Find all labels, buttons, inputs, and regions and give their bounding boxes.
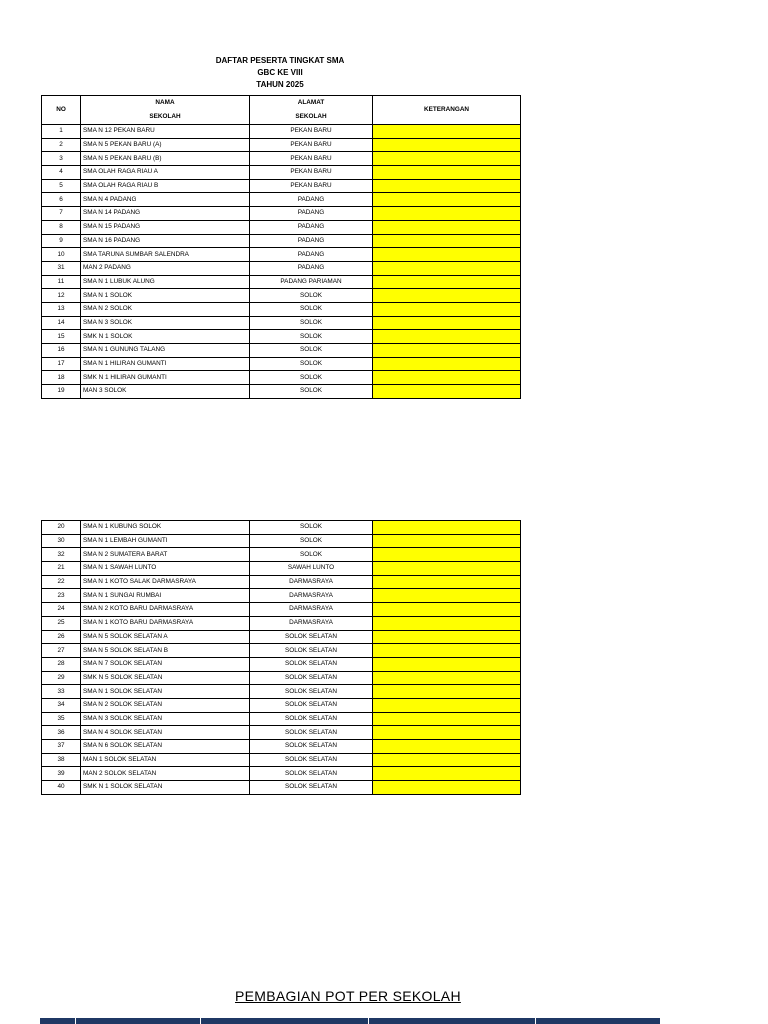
row-no: 11 (42, 275, 81, 289)
row-no: 2 (42, 138, 81, 152)
table-row (42, 385, 521, 399)
header-nama (81, 96, 250, 125)
table-row (42, 671, 521, 685)
row-alamat: PADANG (250, 193, 373, 207)
table-row (42, 781, 521, 795)
row-keterangan (373, 603, 521, 617)
row-nama: SMA N 3 SOLOK (81, 316, 250, 330)
row-no: 5 (42, 179, 81, 193)
row-alamat: DARMASRAYA (250, 575, 373, 589)
row-alamat: DARMASRAYA (250, 589, 373, 603)
header-alamat-top: ALAMAT (297, 99, 325, 106)
row-no: 24 (42, 603, 81, 617)
row-nama: SMA N 5 PEKAN BARU (A) (81, 138, 250, 152)
row-nama: SMA N 1 SAWAH LUNTO (81, 562, 250, 576)
row-nama: SMA N 16 PADANG (81, 234, 250, 248)
table-row (42, 712, 521, 726)
row-keterangan (373, 698, 521, 712)
row-alamat: SOLOK SELATAN (250, 781, 373, 795)
row-nama: SMA N 1 SOLOK (81, 289, 250, 303)
row-keterangan (373, 562, 521, 576)
row-keterangan (373, 644, 521, 658)
table-row (42, 344, 521, 358)
doc-title (80, 55, 480, 91)
row-keterangan (373, 753, 521, 767)
table-2-body (42, 521, 521, 795)
row-no: 8 (42, 220, 81, 234)
row-keterangan (373, 261, 521, 275)
row-keterangan (373, 630, 521, 644)
row-no: 6 (42, 193, 81, 207)
row-keterangan (373, 125, 521, 139)
table-row (42, 726, 521, 740)
row-alamat: SOLOK SELATAN (250, 630, 373, 644)
row-no: 36 (42, 726, 81, 740)
row-keterangan (373, 712, 521, 726)
row-alamat: SOLOK (250, 344, 373, 358)
row-keterangan (373, 548, 521, 562)
row-alamat: SOLOK (250, 330, 373, 344)
table-row (42, 166, 521, 180)
row-keterangan (373, 344, 521, 358)
row-no: 10 (42, 248, 81, 262)
row-alamat: SAWAH LUNTO (250, 562, 373, 576)
row-keterangan (373, 138, 521, 152)
row-no: 30 (42, 534, 81, 548)
row-nama: MAN 2 PADANG (81, 261, 250, 275)
table-row (42, 193, 521, 207)
header-keterangan: KETERANGAN (373, 96, 521, 125)
row-alamat: PEKAN BARU (250, 166, 373, 180)
row-nama: SMA N 4 PADANG (81, 193, 250, 207)
table-row (42, 316, 521, 330)
row-no: 14 (42, 316, 81, 330)
row-keterangan (373, 534, 521, 548)
row-alamat: PADANG (250, 207, 373, 221)
row-alamat: PEKAN BARU (250, 125, 373, 139)
row-nama: SMA N 12 PEKAN BARU (81, 125, 250, 139)
title-line-2: GBC KE VIII (257, 68, 303, 77)
row-no: 25 (42, 616, 81, 630)
row-keterangan (373, 302, 521, 316)
row-no: 28 (42, 657, 81, 671)
row-nama: SMA N 14 PADANG (81, 207, 250, 221)
table-row (42, 548, 521, 562)
row-alamat: PADANG (250, 220, 373, 234)
row-alamat: SOLOK (250, 357, 373, 371)
row-keterangan (373, 671, 521, 685)
row-no: 39 (42, 767, 81, 781)
row-alamat: PEKAN BARU (250, 152, 373, 166)
row-alamat: SOLOK (250, 302, 373, 316)
table-row (42, 534, 521, 548)
row-nama: SMA N 6 SOLOK SELATAN (81, 740, 250, 754)
row-keterangan (373, 207, 521, 221)
pot-table-header (40, 1018, 660, 1024)
row-no: 34 (42, 698, 81, 712)
row-nama: MAN 3 SOLOK (81, 385, 250, 399)
row-nama: SMA N 5 PEKAN BARU (B) (81, 152, 250, 166)
row-keterangan (373, 657, 521, 671)
table-row (42, 575, 521, 589)
row-nama: SMK N 1 SOLOK (81, 330, 250, 344)
table-row (42, 630, 521, 644)
row-no: 1 (42, 125, 81, 139)
table-row (42, 685, 521, 699)
table-row (42, 357, 521, 371)
row-keterangan (373, 234, 521, 248)
row-nama: SMA N 2 SOLOK SELATAN (81, 698, 250, 712)
row-keterangan (373, 248, 521, 262)
row-alamat: PEKAN BARU (250, 179, 373, 193)
row-keterangan (373, 685, 521, 699)
row-alamat: SOLOK SELATAN (250, 698, 373, 712)
row-alamat: PADANG (250, 234, 373, 248)
row-alamat: SOLOK SELATAN (250, 671, 373, 685)
row-no: 3 (42, 152, 81, 166)
row-alamat: SOLOK (250, 385, 373, 399)
row-no: 4 (42, 166, 81, 180)
row-alamat: DARMASRAYA (250, 603, 373, 617)
row-nama: SMA N 1 LEMBAH GUMANTI (81, 534, 250, 548)
row-alamat: SOLOK (250, 534, 373, 548)
row-nama: SMA N 2 SOLOK (81, 302, 250, 316)
row-nama: SMA N 3 SOLOK SELATAN (81, 712, 250, 726)
participants-table-1 (41, 95, 521, 399)
row-no: 13 (42, 302, 81, 316)
row-no: 35 (42, 712, 81, 726)
header-no: NO (42, 96, 81, 125)
table-row (42, 562, 521, 576)
row-keterangan (373, 385, 521, 399)
participants-table-2 (41, 520, 521, 795)
row-nama: SMA N 1 KUBUNG SOLOK (81, 521, 250, 535)
row-nama: SMA N 15 PADANG (81, 220, 250, 234)
table-row (42, 371, 521, 385)
table-row (42, 138, 521, 152)
row-alamat: SOLOK (250, 289, 373, 303)
row-nama: SMK N 5 SOLOK SELATAN (81, 671, 250, 685)
table-1-body (42, 125, 521, 399)
row-nama: MAN 2 SOLOK SELATAN (81, 767, 250, 781)
row-nama: SMA N 5 SOLOK SELATAN A (81, 630, 250, 644)
row-no: 26 (42, 630, 81, 644)
row-alamat: SOLOK SELATAN (250, 740, 373, 754)
row-no: 23 (42, 589, 81, 603)
table-row (42, 589, 521, 603)
row-no: 9 (42, 234, 81, 248)
row-alamat: PEKAN BARU (250, 138, 373, 152)
row-alamat: PADANG (250, 261, 373, 275)
table-row (42, 767, 521, 781)
table-row (42, 616, 521, 630)
row-no: 7 (42, 207, 81, 221)
table-row (42, 753, 521, 767)
row-nama: SMA N 5 SOLOK SELATAN B (81, 644, 250, 658)
row-keterangan (373, 179, 521, 193)
row-no: 38 (42, 753, 81, 767)
row-alamat: SOLOK (250, 548, 373, 562)
row-no: 15 (42, 330, 81, 344)
row-keterangan (373, 781, 521, 795)
row-nama: SMA OLAH RAGA RIAU B (81, 179, 250, 193)
title-line-3: TAHUN 2025 (256, 80, 304, 89)
row-alamat: SOLOK SELATAN (250, 657, 373, 671)
row-keterangan (373, 575, 521, 589)
row-alamat: SOLOK SELATAN (250, 726, 373, 740)
title-line-1: DAFTAR PESERTA TINGKAT SMA (215, 56, 345, 65)
row-no: 27 (42, 644, 81, 658)
row-no: 22 (42, 575, 81, 589)
row-alamat: DARMASRAYA (250, 616, 373, 630)
table-row (42, 220, 521, 234)
table-row (42, 740, 521, 754)
row-keterangan (373, 371, 521, 385)
row-alamat: SOLOK SELATAN (250, 753, 373, 767)
row-no: 17 (42, 357, 81, 371)
row-keterangan (373, 740, 521, 754)
table-row (42, 289, 521, 303)
row-no: 12 (42, 289, 81, 303)
row-keterangan (373, 316, 521, 330)
row-keterangan (373, 357, 521, 371)
table-row (42, 248, 521, 262)
row-no: 37 (42, 740, 81, 754)
row-no: 21 (42, 562, 81, 576)
row-keterangan (373, 166, 521, 180)
row-keterangan (373, 767, 521, 781)
row-alamat: PADANG (250, 248, 373, 262)
table-row (42, 179, 521, 193)
row-nama: SMA N 1 HILIRAN GUMANTI (81, 357, 250, 371)
row-nama: SMK N 1 HILIRAN GUMANTI (81, 371, 250, 385)
row-nama: SMA N 2 SUMATERA BARAT (81, 548, 250, 562)
table-row (42, 657, 521, 671)
row-no: 16 (42, 344, 81, 358)
row-nama: MAN 1 SOLOK SELATAN (81, 753, 250, 767)
row-no: 29 (42, 671, 81, 685)
row-nama: SMK N 1 SOLOK SELATAN (81, 781, 250, 795)
row-keterangan (373, 330, 521, 344)
row-alamat: SOLOK SELATAN (250, 644, 373, 658)
row-nama: SMA OLAH RAGA RIAU A (81, 166, 250, 180)
table-row (42, 261, 521, 275)
row-no: 31 (42, 261, 81, 275)
table-row (42, 603, 521, 617)
row-nama: SMA N 1 LUBUK ALUNG (81, 275, 250, 289)
row-nama: SMA N 2 KOTO BARU DARMASRAYA (81, 603, 250, 617)
table-row (42, 302, 521, 316)
row-alamat: SOLOK SELATAN (250, 685, 373, 699)
row-nama: SMA N 1 KOTO BARU DARMASRAYA (81, 616, 250, 630)
header-nama-top: NAMA (155, 99, 175, 106)
table-row (42, 152, 521, 166)
table-row (42, 330, 521, 344)
row-nama: SMA N 4 SOLOK SELATAN (81, 726, 250, 740)
table-row (42, 521, 521, 535)
pot-title: PEMBAGIAN POT PER SEKOLAH (235, 988, 461, 1004)
table-row (42, 275, 521, 289)
header-nama-bottom: SEKOLAH (149, 113, 181, 120)
row-no: 19 (42, 385, 81, 399)
row-keterangan (373, 193, 521, 207)
row-no: 20 (42, 521, 81, 535)
table-row (42, 234, 521, 248)
table-row (42, 644, 521, 658)
row-alamat: SOLOK SELATAN (250, 712, 373, 726)
row-nama: SMA N 7 SOLOK SELATAN (81, 657, 250, 671)
row-keterangan (373, 152, 521, 166)
row-nama: SMA N 1 KOTO SALAK DARMASRAYA (81, 575, 250, 589)
row-alamat: PADANG PARIAMAN (250, 275, 373, 289)
row-no: 32 (42, 548, 81, 562)
row-alamat: SOLOK SELATAN (250, 767, 373, 781)
row-nama: SMA N 1 GUNUNG TALANG (81, 344, 250, 358)
row-no: 18 (42, 371, 81, 385)
row-alamat: SOLOK (250, 316, 373, 330)
row-keterangan (373, 589, 521, 603)
table-row (42, 125, 521, 139)
row-nama: SMA N 1 SUNGAI RUMBAI (81, 589, 250, 603)
row-keterangan (373, 220, 521, 234)
row-keterangan (373, 521, 521, 535)
header-alamat-bottom: SEKOLAH (295, 113, 327, 120)
header-alamat (250, 96, 373, 125)
row-alamat: SOLOK (250, 371, 373, 385)
table-row (42, 698, 521, 712)
row-no: 40 (42, 781, 81, 795)
row-keterangan (373, 289, 521, 303)
row-no: 33 (42, 685, 81, 699)
row-nama: SMA N 1 SOLOK SELATAN (81, 685, 250, 699)
row-alamat: SOLOK (250, 521, 373, 535)
row-keterangan (373, 726, 521, 740)
row-keterangan (373, 275, 521, 289)
table-row (42, 207, 521, 221)
row-nama: SMA TARUNA SUMBAR SALENDRA (81, 248, 250, 262)
row-keterangan (373, 616, 521, 630)
